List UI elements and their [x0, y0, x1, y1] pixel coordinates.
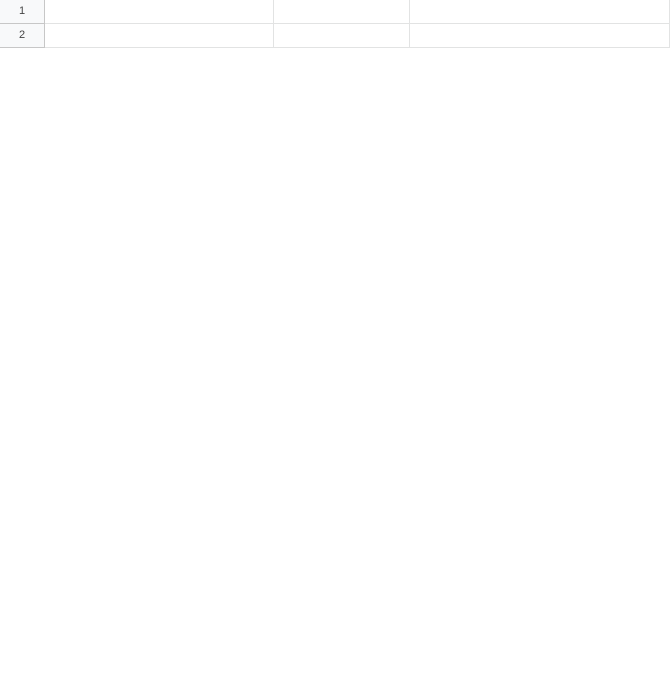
- cell[interactable]: [410, 0, 670, 24]
- sheet-row-1: [0, 0, 670, 24]
- header-content[interactable]: [45, 24, 274, 48]
- row-header[interactable]: 2: [0, 24, 45, 48]
- row-header[interactable]: 1: [0, 0, 45, 24]
- cell[interactable]: [274, 0, 410, 24]
- header-song[interactable]: [274, 24, 410, 48]
- title-cell[interactable]: [45, 0, 274, 24]
- header-row: [0, 24, 670, 48]
- header-download[interactable]: [410, 24, 670, 48]
